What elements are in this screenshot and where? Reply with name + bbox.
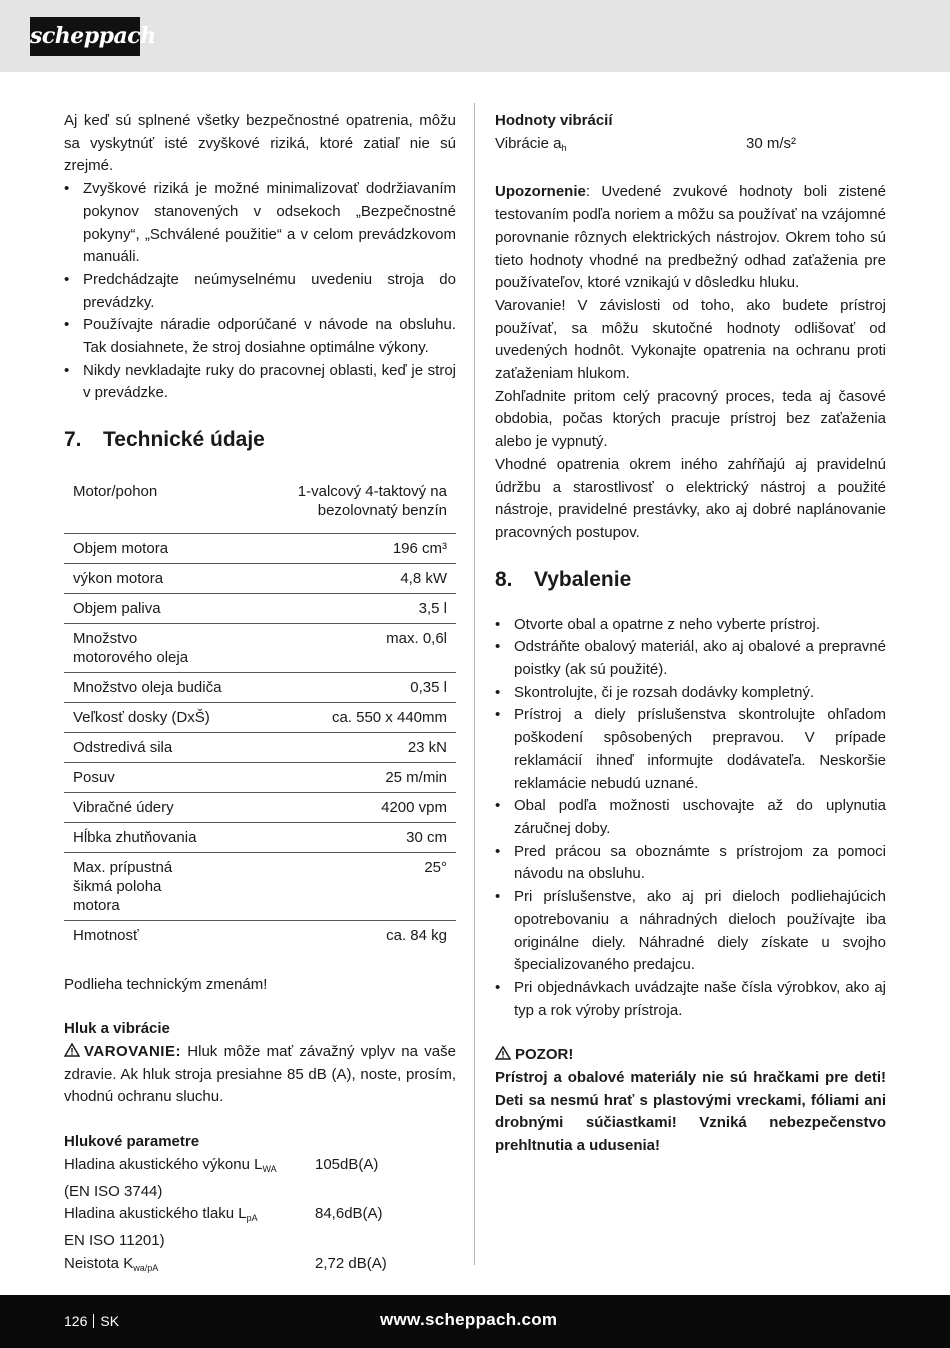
- k-label: Neistota K: [64, 1254, 134, 1272]
- right-column: [495, 110, 886, 1158]
- spec-label: Veľkosť dosky (DxŠ): [73, 708, 210, 726]
- lpa-norm: EN ISO 11201): [64, 1231, 165, 1249]
- table-row: [64, 623, 456, 672]
- page-footer: [0, 1295, 950, 1348]
- table-row: [64, 852, 456, 920]
- spec-value: 30 cm: [406, 828, 447, 846]
- unpacking-list: [495, 614, 886, 1023]
- table-row: [64, 477, 456, 533]
- spec-value: 1-valcový 4-taktový na bezolovnatý benzín: [297, 483, 447, 520]
- section-8-heading: [495, 567, 886, 593]
- vibration-label: Vibrácie a: [495, 134, 562, 152]
- spec-value: 196 cm³: [392, 539, 447, 557]
- spec-label: Hmotnosť: [73, 926, 139, 944]
- lpa-subscript: pA: [246, 1213, 258, 1224]
- caution-label: POZOR!: [515, 1046, 574, 1064]
- notice-text: : Uvedené zvukové hodnoty boli zistené testovaním podľa noriem a môžu sa používať na vzájomné porovnanie rôznych elektrických nástrojov. Okrem toho sú tieto hodnoty vhodné na predbežný odhad zaťaženia pre používateľov, ktoré vznikajú v dôsledku hluku.: [495, 183, 886, 292]
- list-item: • Prístroj a diely príslušenstva skontrolujte ohľadom poškodení spôsobených prepravou. V prípade reklamácií ihneď informujte dodávateľa. Neskoršie reklamácie nebudú uznané.: [495, 704, 886, 795]
- scheppach-logo: scheppach: [30, 17, 140, 56]
- process-paragraph: Zohľadnite pritom celý pracovný proces, teda aj časové obdobia, počas ktorých pracuje prístroj bez zaťaženia alebo je vypnutý.: [495, 387, 886, 451]
- noise-param-k: [64, 1253, 456, 1280]
- warning-paragraph: Varovanie! V závislosti od toho, ako budete prístroj používať, sa môžu skutočné hodnoty odlišovať od uvedených hodnôt. Vykonajte opatrenia na ochranu proti zaťaženiam hlukom.: [495, 296, 886, 383]
- list-item: • Nikdy nevkladajte ruky do pracovnej oblasti, keď je stroj v prevádzke.: [64, 360, 456, 405]
- website-url: www.scheppach.com: [380, 1310, 558, 1329]
- spec-label: Hĺbka zhutňovania: [73, 828, 197, 846]
- spec-value: ca. 84 kg: [386, 926, 447, 944]
- k-subscript: wa/pA: [133, 1262, 159, 1273]
- section-number: 7.: [64, 428, 82, 452]
- list-item: • Otvorte obal a opatrne z neho vyberte prístroj.: [495, 614, 886, 637]
- page-header: [0, 0, 950, 72]
- spec-value: 25°: [424, 858, 447, 876]
- residual-risk-list: [64, 178, 456, 405]
- lwa-value: 105dB(A): [315, 1155, 379, 1173]
- noise-params-heading: Hlukové parametre: [64, 1133, 200, 1151]
- caution-heading: [495, 1044, 886, 1067]
- notice-paragraph: [495, 181, 886, 295]
- spec-label: Objem motora: [73, 539, 169, 557]
- spec-value: max. 0,6l: [386, 629, 447, 647]
- table-row: [64, 920, 456, 950]
- technical-changes-note: Podlieha technickým zmenám!: [64, 975, 268, 993]
- page-number-value: 126: [64, 1313, 88, 1329]
- vibration-subscript: h: [561, 142, 567, 153]
- spec-label: výkon motora: [73, 569, 164, 587]
- vibration-value: 30 m/s²: [746, 134, 797, 152]
- lpa-label: Hladina akustického tlaku L: [64, 1205, 247, 1223]
- measures-paragraph: Vhodné opatrenia okrem iného zahŕňajú aj pravidelnú údržbu a starostlivosť o elektrický nástroj a použité nástroje, pravidelné prestávky, ako aj dobré naplánovanie pracovných postupov.: [495, 455, 886, 541]
- page-number: [64, 1311, 119, 1331]
- spec-value: 0,35 l: [410, 678, 447, 696]
- section-number: 8.: [495, 567, 513, 591]
- spec-label: Odstredivá sila: [73, 738, 173, 756]
- k-value: 2,72 dB(A): [315, 1254, 387, 1272]
- table-row: [64, 563, 456, 593]
- table-row: [64, 672, 456, 702]
- spec-value: 3,5 l: [418, 599, 447, 617]
- spec-value: 23 kN: [407, 738, 447, 756]
- separator: [93, 1314, 94, 1328]
- section-title: Vybalenie: [534, 567, 632, 591]
- list-item: • Skontrolujte, či je rozsah dodávky kompletný.: [495, 682, 886, 705]
- warning-label: VAROVANIE:: [84, 1043, 181, 1061]
- lwa-subscript: WA: [262, 1163, 277, 1174]
- notice-label: Upozornenie: [495, 183, 586, 201]
- spec-value: 4,8 kW: [400, 569, 447, 587]
- lwa-norm: (EN ISO 3744): [64, 1182, 163, 1200]
- table-row: [64, 762, 456, 792]
- warning-text: Hluk môže mať závažný vplyv na vaše zdravie. Ak hluk stroja presiahne 85 dB (A), noste, prosím, vhodnú ochranu sluchu.: [64, 1043, 456, 1106]
- column-divider: [474, 103, 475, 1265]
- spec-value: 4200 vpm: [381, 798, 447, 816]
- list-item: • Odstráňte obalový materiál, ako aj obalové a prepravné poistky (ak sú použité).: [495, 636, 886, 681]
- list-item: • Zvyškové riziká je možné minimalizovať dodržiavaním pokynov stanovených v odsekoch „Bezpečnostné pokyny“, „Schválené použitie“ a v celom prevádzkovom manuáli.: [64, 178, 456, 269]
- list-item: • Pri príslušenstve, ako aj pri dieloch podliehajúcich opotrebovaniu a náhradných dieloch používajte iba originálne diely. Náhradné diely získate u svojho špecializovaného predajcu.: [495, 886, 886, 977]
- caution-text: Prístroj a obalové materiály nie sú hračkami pre deti! Deti sa nesmú hrať s plastovými vreckami, fóliami ani drobnými súčiastkami! Vzniká nebezpečenstvo prehltnutia a udusenia!: [495, 1069, 886, 1155]
- spec-label: Množstvo oleja budiča: [73, 678, 222, 696]
- list-item: • Pred prácou sa oboznámte s prístrojom za pomoci návodu na obsluhu.: [495, 841, 886, 886]
- spec-label: Motor/pohon: [73, 483, 158, 501]
- table-row: [64, 533, 456, 563]
- warning-triangle-icon: [495, 1046, 511, 1060]
- vibration-value-row: [495, 133, 886, 160]
- spec-value: ca. 550 x 440mm: [331, 708, 447, 726]
- left-column: [64, 110, 456, 1279]
- spec-label: Vibračné údery: [73, 798, 174, 816]
- list-item: • Predchádzajte neúmyselnému uvedeniu stroja do prevádzky.: [64, 269, 456, 314]
- table-row: [64, 732, 456, 762]
- noise-param-lwa: [64, 1154, 456, 1181]
- spec-label: Max. prípustná šikmá poloha motora: [73, 858, 173, 914]
- table-row: [64, 792, 456, 822]
- residual-risk-intro: Aj keď sú splnené všetky bezpečnostné opatrenia, môžu sa vyskytnúť isté zvyškové riziká, ktoré zatiaľ nie sú zrejmé.: [64, 112, 456, 175]
- language-code: SK: [100, 1313, 120, 1329]
- table-row: [64, 593, 456, 623]
- spec-label: Posuv: [73, 768, 115, 786]
- list-item: • Pri objednávkach uvádzajte naše čísla výrobkov, ako aj typ a rok výroby prístroja.: [495, 977, 886, 1022]
- list-item: • Používajte náradie odporúčané v návode na obsluhu. Tak dosiahnete, že stroj dosiahne optimálne výkony.: [64, 314, 456, 359]
- section-7-heading: [64, 427, 456, 453]
- noise-warning: [64, 1041, 456, 1109]
- spec-label: Množstvo motorového oleja: [73, 629, 189, 666]
- spec-label: Objem paliva: [73, 599, 161, 617]
- vibration-heading: Hodnoty vibrácií: [495, 112, 613, 129]
- list-item: • Obal podľa možnosti uschovajte až do uplynutia záručnej doby.: [495, 795, 886, 840]
- lpa-value: 84,6dB(A): [315, 1205, 383, 1223]
- lwa-label: Hladina akustického výkonu L: [64, 1155, 263, 1173]
- warning-triangle-icon: [64, 1043, 80, 1057]
- spec-value: 25 m/min: [385, 768, 447, 786]
- table-row: [64, 702, 456, 732]
- noise-heading: Hluk a vibrácie: [64, 1020, 170, 1038]
- table-row: [64, 822, 456, 852]
- technical-data-table: [64, 477, 456, 950]
- section-title: Technické údaje: [103, 428, 265, 452]
- noise-param-lpa: [64, 1203, 456, 1230]
